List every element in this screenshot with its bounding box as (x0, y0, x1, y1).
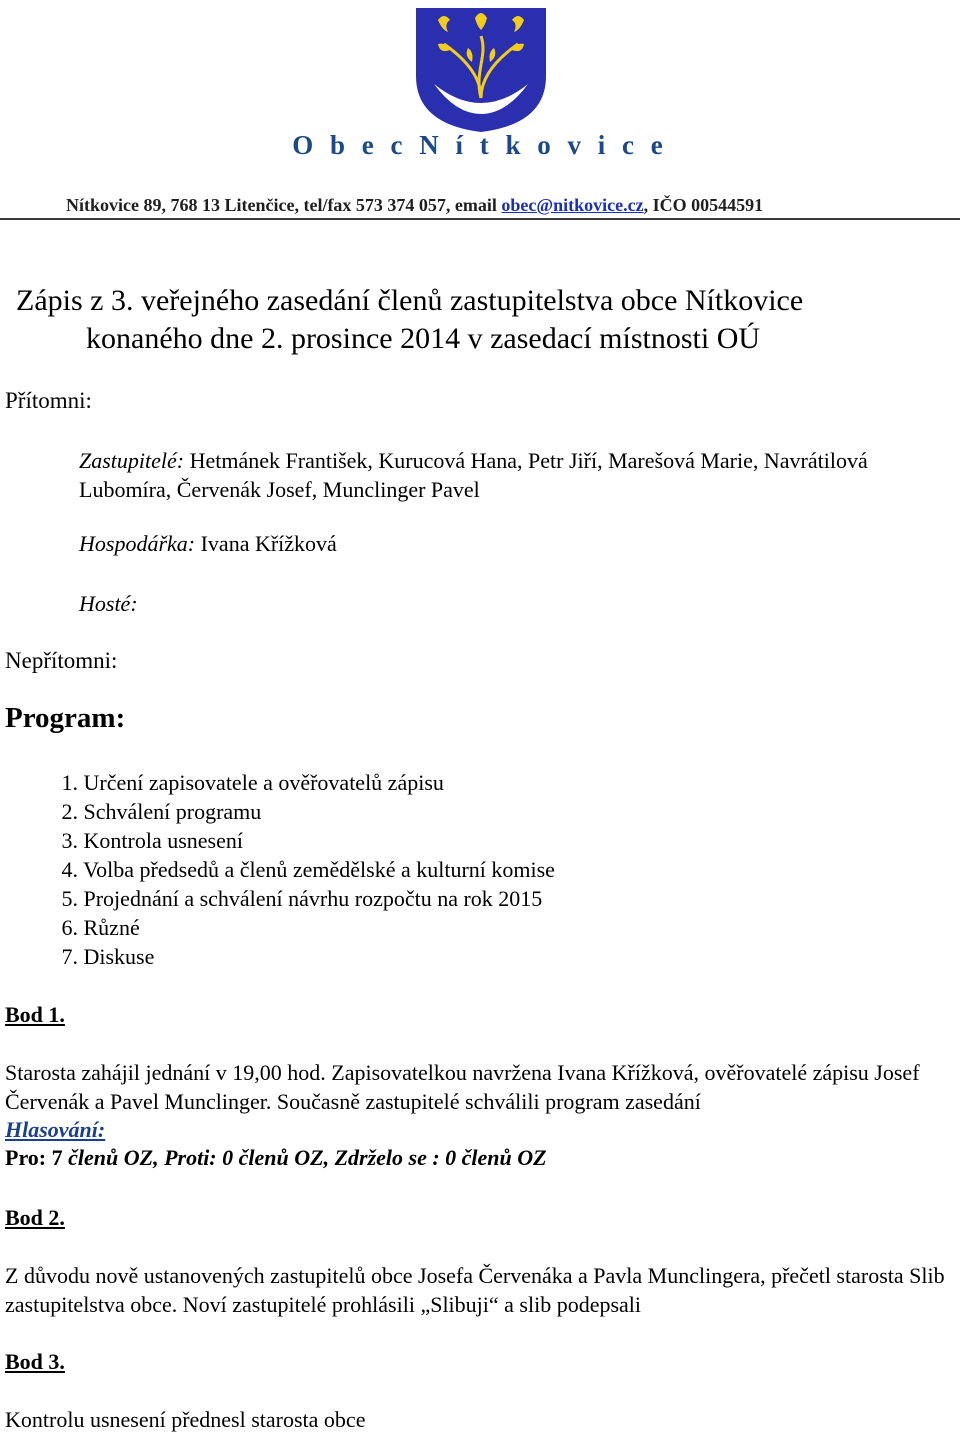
item-text: Schválení programu (83, 799, 262, 824)
email-link[interactable]: obec@nitkovice.cz (501, 195, 644, 215)
address-text: Nítkovice 89, 768 13 Litenčice, tel/fax 573 374 057, email (66, 195, 502, 215)
title-line-2: konaného dne 2. prosince 2014 v zasedací místnosti OÚ (86, 322, 761, 355)
manager-line (79, 531, 337, 557)
voting-result (5, 1145, 547, 1171)
present-label: Přítomni: (5, 388, 92, 413)
list-item (37, 768, 555, 797)
title-line-1: Zápis z 3. veřejného zasedání členů zastupitelstva obce Nítkovice (16, 284, 804, 317)
list-item (37, 913, 555, 942)
councillors-list: Hetmánek František, Kurucová Hana, Petr Jiří, Marešová Marie, Navrátilová Lubomíra, Červenák Josef, Munclinger Pavel (79, 448, 868, 502)
section-2-text: Z důvodu nově ustanovených zastupitelů obce Josefa Červenáka a Pavla Munclingera, přečetl starosta Slib zastupitelstva obce. Noví zastupitelé prohlásili „Slibuji“ a slib podepsali (5, 1263, 945, 1317)
company-id-text: , IČO 00544591 (643, 195, 764, 215)
program-heading: Program: (5, 702, 126, 734)
guests-label: Hosté: (79, 591, 138, 616)
councillors-label: Zastupitelé: (79, 448, 185, 473)
item-text: Diskuse (83, 944, 155, 969)
item-number: 1. (61, 770, 78, 795)
municipality-name: O b e c N í t k o v i c e (292, 130, 668, 160)
councillors-paragraph (79, 446, 939, 504)
header-divider (0, 218, 960, 220)
item-number: 5. (61, 886, 78, 911)
item-text: Určení zapisovatele a ověřovatelů zápisu (83, 770, 444, 795)
agenda-list (37, 768, 555, 971)
item-text: Různé (83, 915, 140, 940)
item-text: Projednání a schválení návrhu rozpočtu na rok 2015 (83, 886, 543, 911)
item-number: 7. (61, 944, 78, 969)
vote-result-text: členů OZ, Proti: 0 členů OZ, Zdrželo se : 0 členů OZ (68, 1145, 547, 1170)
vote-for-label: Pro: 7 (5, 1145, 69, 1170)
municipal-coat-of-arms (414, 6, 548, 134)
document-title (16, 282, 803, 358)
contact-line (66, 195, 763, 216)
list-item (37, 826, 555, 855)
section-2-heading: Bod 2. (5, 1205, 65, 1230)
section-3-text: Kontrolu usnesení přednesl starosta obce (5, 1407, 366, 1432)
list-item (37, 942, 555, 971)
list-item (37, 855, 555, 884)
item-number: 6. (61, 915, 78, 940)
item-number: 2. (61, 799, 78, 824)
manager-name: Ivana Křížková (200, 531, 337, 556)
item-number: 4. (61, 857, 78, 882)
item-number: 3. (61, 828, 78, 853)
item-text: Volba předsedů a členů zemědělské a kulturní komise (83, 857, 555, 882)
list-item (37, 884, 555, 913)
absent-label: Nepřítomni: (5, 648, 118, 673)
item-text: Kontrola usnesení (83, 828, 243, 853)
section-3-heading: Bod 3. (5, 1349, 65, 1374)
voting-label: Hlasování: (5, 1117, 106, 1142)
section-1-text: Starosta zahájil jednání v 19,00 hod. Zapisovatelkou navržena Ivana Křížková, ověřovatelé zápisu Josef Červenák a Pavel Munclinger. Současně zastupitelé schválili program zasedání (5, 1060, 920, 1114)
section-1-heading: Bod 1. (5, 1002, 65, 1027)
manager-label: Hospodářka: (79, 531, 196, 556)
list-item (37, 797, 555, 826)
